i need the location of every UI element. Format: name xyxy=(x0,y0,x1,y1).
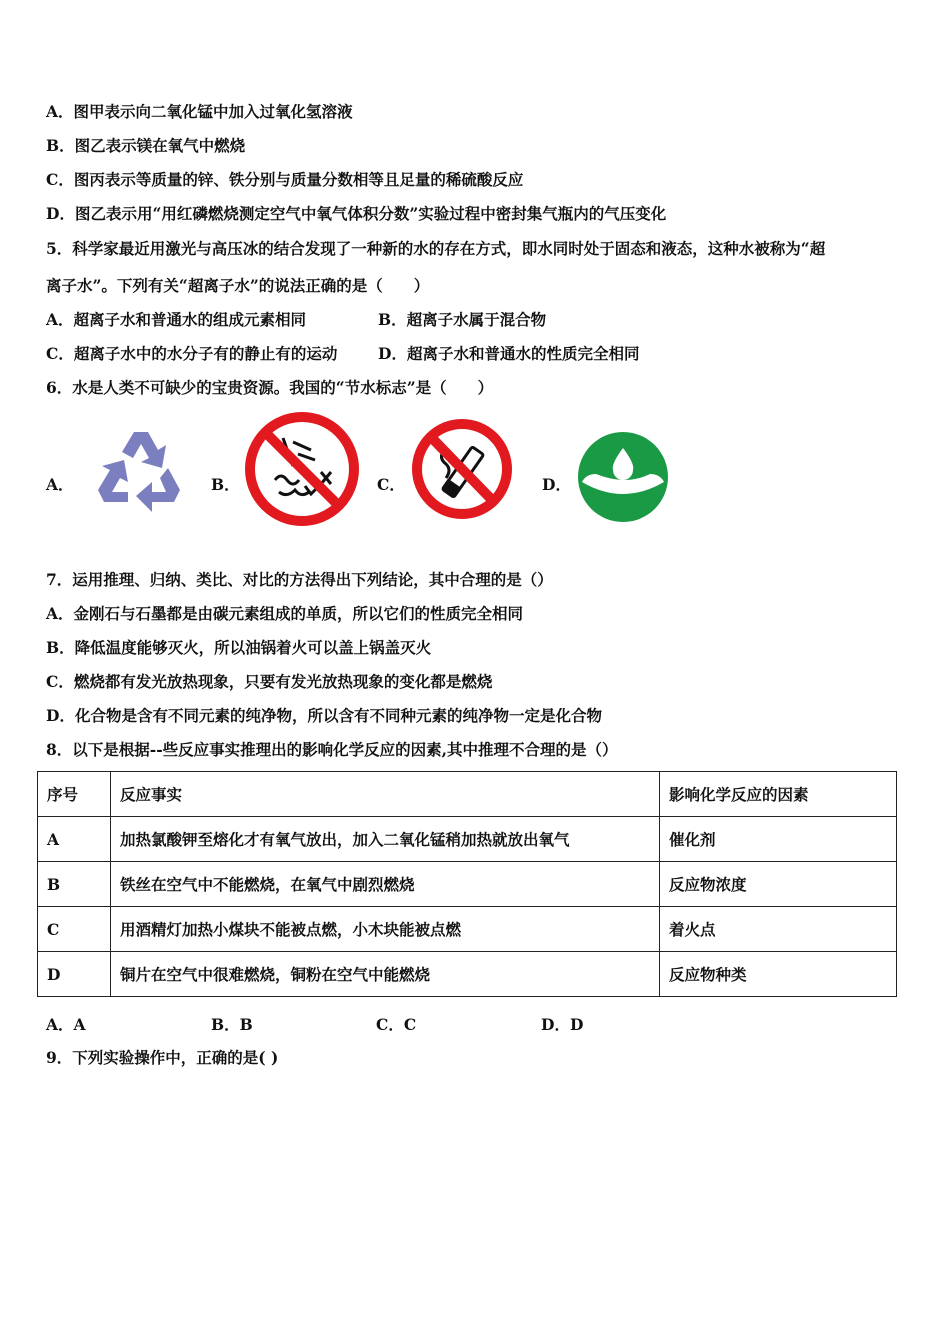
table-cell: C xyxy=(38,907,111,952)
q7-option-a: A．金刚石与石墨都是由碳元素组成的单质，所以它们的性质完全相同 xyxy=(46,604,524,623)
q4-option-a: A．图甲表示向二氧化锰中加入过氧化氢溶液 xyxy=(46,102,353,121)
q7-option-c: C．燃烧都有发光放热现象，只要有发光放热现象的变化都是燃烧 xyxy=(46,672,493,691)
q8-stem: 8．以下是根据--些反应事实推理出的影响化学反应的因素,其中推理不合理的是（） xyxy=(46,740,618,759)
q6-label-d: D． xyxy=(542,475,571,494)
no-littering-icon xyxy=(243,410,361,532)
no-smoking-icon xyxy=(410,416,514,526)
table-cell: 催化剂 xyxy=(660,817,897,862)
table-header-cell: 影响化学反应的因素 xyxy=(660,772,897,817)
table-cell: 反应物种类 xyxy=(660,952,897,997)
q4-option-c: C．图丙表示等质量的锌、铁分别与质量分数相等且足量的稀硫酸反应 xyxy=(46,170,524,189)
table-cell: 用酒精灯加热小煤块不能被点燃，小木块能被点燃 xyxy=(111,907,660,952)
q8-answer-d: D．D xyxy=(541,1015,584,1034)
water-saving-icon xyxy=(576,430,670,528)
table-header-row xyxy=(38,772,897,817)
table-row xyxy=(38,862,897,907)
q5-option-a: A．超离子水和普通水的组成元素相同 xyxy=(46,310,307,329)
table-row xyxy=(38,952,897,997)
table-cell: D xyxy=(38,952,111,997)
q8-answer-c: C．C xyxy=(376,1015,417,1034)
q8-table xyxy=(37,771,897,997)
q7-option-b: B．降低温度能够灭火，所以油锅着火可以盖上锅盖灭火 xyxy=(46,638,432,657)
q5-stem-line2: 离子水”。下列有关“超离子水”的说法正确的是（ ） xyxy=(46,276,430,295)
table-header-cell: 反应事实 xyxy=(111,772,660,817)
q7-option-d: D．化合物是含有不同元素的纯净物，所以含有不同种元素的纯净物一定是化合物 xyxy=(46,706,602,725)
q5-option-b: B．超离子水属于混合物 xyxy=(378,310,547,329)
q6-stem: 6．水是人类不可缺少的宝贵资源。我国的“节水标志”是（ ） xyxy=(46,378,494,397)
table-cell: 铁丝在空气中不能燃烧，在氧气中剧烈燃烧 xyxy=(111,862,660,907)
table-cell: 着火点 xyxy=(660,907,897,952)
q7-stem: 7．运用推理、归纳、类比、对比的方法得出下列结论，其中合理的是（） xyxy=(46,570,553,589)
q4-option-b: B．图乙表示镁在氧气中燃烧 xyxy=(46,136,246,155)
q8-answer-a: A．A xyxy=(46,1015,86,1034)
q8-answer-b: B．B xyxy=(211,1015,253,1034)
table-cell: 反应物浓度 xyxy=(660,862,897,907)
table-cell: 加热氯酸钾至熔化才有氧气放出，加入二氧化锰稍加热就放出氧气 xyxy=(111,817,660,862)
table-cell: B xyxy=(38,862,111,907)
q4-option-d: D．图乙表示用“用红磷燃烧测定空气中氧气体积分数”实验过程中密封集气瓶内的气压变化 xyxy=(46,204,667,223)
q6-image-options xyxy=(46,418,906,538)
q5-option-c: C．超离子水中的水分子有的静止有的运动 xyxy=(46,344,338,363)
table-cell: A xyxy=(38,817,111,862)
table-header-cell: 序号 xyxy=(38,772,111,817)
q5-option-d: D．超离子水和普通水的性质完全相同 xyxy=(378,344,640,363)
table-row xyxy=(38,907,897,952)
table-cell: 铜片在空气中很难燃烧，铜粉在空气中能燃烧 xyxy=(111,952,660,997)
q6-label-c: C． xyxy=(377,475,405,494)
q9-stem: 9．下列实验操作中，正确的是( ) xyxy=(46,1048,279,1067)
q6-label-a: A． xyxy=(46,475,74,494)
recycle-icon xyxy=(88,422,192,530)
q5-stem-line1: 5．科学家最近用激光与高压冰的结合发现了一种新的水的存在方式，即水同时处于固态和液态，这种水被称为“超 xyxy=(46,239,826,258)
q6-label-b: B． xyxy=(211,475,240,494)
table-row xyxy=(38,817,897,862)
